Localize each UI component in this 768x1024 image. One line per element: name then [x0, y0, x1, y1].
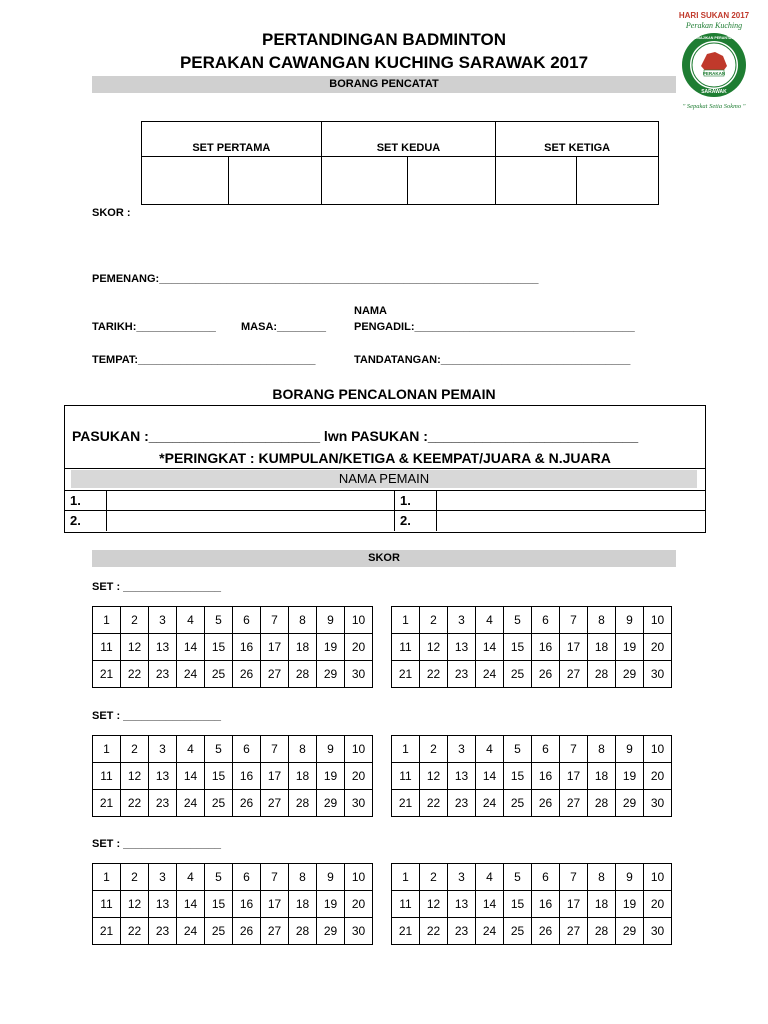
score-cell[interactable]: 22: [420, 790, 448, 817]
score-cell[interactable]: 19: [317, 891, 345, 918]
score-cell[interactable]: 11: [392, 634, 420, 661]
set-label-2[interactable]: SET : ________________: [92, 710, 222, 722]
score-cell[interactable]: 4: [177, 607, 205, 634]
score-cell[interactable]: 24: [476, 661, 504, 688]
score-cell[interactable]: 27: [560, 790, 588, 817]
peringkat-line: *PERINGKAT : KUMPULAN/KETIGA & KEEMPAT/JUARA & N.JUARA: [159, 450, 611, 466]
score-cell[interactable]: 16: [233, 891, 261, 918]
score-cell[interactable]: 22: [121, 918, 149, 945]
score-cell[interactable]: 10: [644, 864, 672, 891]
pasukan-line[interactable]: PASUKAN :______________________ lwn PASUKAN :___________________________: [72, 428, 639, 444]
score-cell[interactable]: 18: [289, 763, 317, 790]
score-cell[interactable]: 28: [588, 790, 616, 817]
score-cell[interactable]: 28: [289, 918, 317, 945]
score-cell[interactable]: 5: [205, 864, 233, 891]
score-cell[interactable]: 11: [93, 763, 121, 790]
score-cell[interactable]: 8: [588, 607, 616, 634]
score-cell[interactable]: 13: [149, 634, 177, 661]
score-cell[interactable]: 20: [345, 634, 373, 661]
score-cell[interactable]: 10: [644, 607, 672, 634]
score-cell[interactable]: 26: [532, 790, 560, 817]
score-cell[interactable]: 23: [149, 790, 177, 817]
player-row-right-2-num: 2.: [395, 511, 437, 531]
score-cell[interactable]: 14: [177, 634, 205, 661]
score-cell[interactable]: 7: [261, 607, 289, 634]
score-grid-set2-right: [391, 735, 672, 817]
score-cell[interactable]: 26: [233, 790, 261, 817]
score-cell[interactable]: 22: [121, 790, 149, 817]
score-cell[interactable]: 25: [504, 661, 532, 688]
score-cell[interactable]: 16: [532, 634, 560, 661]
score-cell[interactable]: 8: [588, 864, 616, 891]
logo-badge-text: PERAKAN: [702, 71, 726, 76]
player-row-left-1-num: 1.: [65, 491, 107, 511]
score-cell[interactable]: 14: [476, 763, 504, 790]
score-cell[interactable]: 20: [345, 891, 373, 918]
set2-score-a[interactable]: [321, 157, 408, 205]
score-cell[interactable]: 9: [317, 607, 345, 634]
score-cell[interactable]: 20: [644, 763, 672, 790]
score-cell[interactable]: 15: [504, 634, 532, 661]
logo-script-text: Perakan Kuching: [685, 21, 743, 30]
set3-score-b[interactable]: [577, 157, 659, 205]
score-cell[interactable]: 30: [644, 790, 672, 817]
score-cell[interactable]: 1: [392, 864, 420, 891]
player-name-left-1[interactable]: [107, 491, 395, 511]
score-grid-set1-right: [391, 606, 672, 688]
score-cell[interactable]: 14: [177, 763, 205, 790]
score-cell[interactable]: 6: [532, 864, 560, 891]
score-cell[interactable]: 20: [644, 891, 672, 918]
set-label-1[interactable]: SET : ________________: [92, 581, 222, 593]
score-cell[interactable]: 14: [476, 891, 504, 918]
score-cell[interactable]: 22: [420, 661, 448, 688]
score-cell[interactable]: 24: [476, 918, 504, 945]
tarikh-field[interactable]: TARIKH:_____________: [92, 321, 216, 333]
logo-motto: " Sepakat Setia Sokmo ": [682, 103, 746, 110]
score-cell[interactable]: 3: [149, 736, 177, 763]
score-cell[interactable]: 26: [233, 661, 261, 688]
score-cell[interactable]: 8: [289, 864, 317, 891]
score-cell[interactable]: 14: [177, 891, 205, 918]
score-cell[interactable]: 18: [588, 891, 616, 918]
score-cell[interactable]: 25: [205, 790, 233, 817]
score-cell[interactable]: 6: [532, 736, 560, 763]
score-cell[interactable]: 11: [93, 891, 121, 918]
score-cell[interactable]: 5: [504, 607, 532, 634]
score-cell[interactable]: 16: [532, 891, 560, 918]
score-cell[interactable]: 2: [121, 607, 149, 634]
score-cell[interactable]: 10: [345, 607, 373, 634]
score-cell[interactable]: 7: [261, 736, 289, 763]
score-cell[interactable]: 18: [588, 634, 616, 661]
score-cell[interactable]: 23: [448, 918, 476, 945]
set2-score-b[interactable]: [408, 157, 496, 205]
score-cell[interactable]: 15: [504, 891, 532, 918]
score-cell[interactable]: 29: [616, 661, 644, 688]
score-grid-set3-left: [92, 863, 373, 945]
score-cell[interactable]: 25: [504, 918, 532, 945]
score-cell[interactable]: 9: [317, 864, 345, 891]
score-cell[interactable]: 2: [121, 864, 149, 891]
score-cell[interactable]: 19: [616, 891, 644, 918]
score-cell[interactable]: 12: [121, 634, 149, 661]
score-cell[interactable]: 17: [261, 763, 289, 790]
score-cell[interactable]: 30: [644, 918, 672, 945]
score-cell[interactable]: 2: [420, 864, 448, 891]
score-cell[interactable]: 17: [560, 891, 588, 918]
score-cell[interactable]: 21: [93, 661, 121, 688]
score-cell[interactable]: 4: [476, 607, 504, 634]
score-cell[interactable]: 5: [504, 864, 532, 891]
score-cell[interactable]: 13: [149, 763, 177, 790]
score-cell[interactable]: 2: [420, 736, 448, 763]
score-cell[interactable]: 24: [177, 918, 205, 945]
score-cell[interactable]: 3: [149, 607, 177, 634]
score-grid-set1-left: [92, 606, 373, 688]
score-cell[interactable]: 21: [93, 918, 121, 945]
player-table: [65, 490, 705, 531]
tandatangan-field[interactable]: TANDATANGAN:_______________________________: [354, 354, 631, 366]
score-cell[interactable]: 3: [448, 607, 476, 634]
score-cell[interactable]: 3: [448, 864, 476, 891]
score-cell[interactable]: 20: [345, 763, 373, 790]
score-cell[interactable]: 1: [93, 607, 121, 634]
score-cell[interactable]: 26: [233, 918, 261, 945]
score-cell[interactable]: 10: [644, 736, 672, 763]
score-cell[interactable]: 24: [476, 790, 504, 817]
score-cell[interactable]: 6: [532, 607, 560, 634]
score-cell[interactable]: 12: [420, 634, 448, 661]
pengadil-field[interactable]: PENGADIL:____________________________________: [354, 321, 635, 333]
nomination-title: BORANG PENCALONAN PEMAIN: [272, 386, 496, 402]
score-cell[interactable]: 6: [233, 607, 261, 634]
score-cell[interactable]: 9: [616, 607, 644, 634]
set3-score-a[interactable]: [496, 157, 577, 205]
player-row-right-1-num: 1.: [395, 491, 437, 511]
score-cell[interactable]: 15: [205, 891, 233, 918]
score-cell[interactable]: 17: [261, 891, 289, 918]
score-cell[interactable]: 7: [261, 864, 289, 891]
player-name-left-2[interactable]: [107, 511, 395, 531]
score-cell[interactable]: 27: [261, 918, 289, 945]
score-cell[interactable]: 25: [504, 790, 532, 817]
score-cell[interactable]: 10: [345, 736, 373, 763]
score-cell[interactable]: 17: [261, 634, 289, 661]
score-cell[interactable]: 18: [289, 634, 317, 661]
score-cell[interactable]: 4: [476, 864, 504, 891]
score-cell[interactable]: 29: [616, 918, 644, 945]
score-cell[interactable]: 9: [616, 864, 644, 891]
score-cell[interactable]: 28: [588, 918, 616, 945]
score-cell[interactable]: 8: [588, 736, 616, 763]
score-cell[interactable]: 6: [233, 736, 261, 763]
score-cell[interactable]: 4: [177, 864, 205, 891]
set1-score-b[interactable]: [228, 157, 321, 205]
score-cell[interactable]: 19: [317, 763, 345, 790]
masa-field[interactable]: MASA:________: [241, 321, 326, 333]
score-cell[interactable]: 15: [205, 634, 233, 661]
score-cell[interactable]: 23: [149, 918, 177, 945]
score-cell[interactable]: 24: [177, 790, 205, 817]
score-cell[interactable]: 28: [588, 661, 616, 688]
score-cell[interactable]: 16: [532, 763, 560, 790]
score-cell[interactable]: 21: [392, 661, 420, 688]
score-cell[interactable]: 1: [93, 864, 121, 891]
score-cell[interactable]: 5: [205, 607, 233, 634]
score-cell[interactable]: 30: [644, 661, 672, 688]
score-cell[interactable]: 24: [177, 661, 205, 688]
score-cell[interactable]: 27: [261, 661, 289, 688]
score-cell[interactable]: 25: [205, 918, 233, 945]
score-cell[interactable]: 28: [289, 661, 317, 688]
score-cell[interactable]: 29: [317, 918, 345, 945]
score-cell[interactable]: 21: [93, 790, 121, 817]
nama-label: NAMA: [354, 305, 387, 317]
skor-section-bar: SKOR: [92, 550, 676, 567]
score-cell[interactable]: 1: [392, 607, 420, 634]
score-cell[interactable]: 7: [560, 736, 588, 763]
score-cell[interactable]: 3: [448, 736, 476, 763]
set-header-3: SET KETIGA: [496, 122, 659, 157]
score-cell[interactable]: 5: [205, 736, 233, 763]
score-grid-set2-left: [92, 735, 373, 817]
page-title-line2: PERAKAN CAWANGAN KUCHING SARAWAK 2017: [179, 53, 589, 72]
score-cell[interactable]: 30: [345, 661, 373, 688]
score-cell[interactable]: 16: [233, 763, 261, 790]
score-cell[interactable]: 27: [261, 790, 289, 817]
score-cell[interactable]: 29: [616, 790, 644, 817]
score-cell[interactable]: 11: [93, 634, 121, 661]
score-cell[interactable]: 11: [392, 891, 420, 918]
score-cell[interactable]: 14: [476, 634, 504, 661]
score-cell[interactable]: 5: [504, 736, 532, 763]
score-cell[interactable]: 18: [588, 763, 616, 790]
score-cell[interactable]: 13: [149, 891, 177, 918]
score-cell[interactable]: 1: [392, 736, 420, 763]
score-cell[interactable]: 21: [392, 790, 420, 817]
score-cell[interactable]: 17: [560, 763, 588, 790]
score-cell[interactable]: 23: [448, 661, 476, 688]
score-cell[interactable]: 12: [121, 891, 149, 918]
score-cell[interactable]: 17: [560, 634, 588, 661]
form-label-bar: BORANG PENCATAT: [92, 76, 676, 93]
score-cell[interactable]: 23: [448, 790, 476, 817]
player-name-right-2[interactable]: [437, 511, 706, 531]
score-cell[interactable]: 20: [644, 634, 672, 661]
score-cell[interactable]: 26: [532, 918, 560, 945]
score-cell[interactable]: 4: [476, 736, 504, 763]
score-cell[interactable]: 27: [560, 918, 588, 945]
score-cell[interactable]: 3: [149, 864, 177, 891]
score-cell[interactable]: 13: [448, 634, 476, 661]
score-cell[interactable]: 4: [177, 736, 205, 763]
score-cell[interactable]: 12: [121, 763, 149, 790]
score-cell[interactable]: 22: [121, 661, 149, 688]
logo-ring-text: PERSATUAN KEBAJIKAN PERANTAUAN MALAYSIA: [671, 36, 757, 40]
pemenang-field[interactable]: PEMENANG:______________________________________________________________: [92, 273, 539, 285]
score-grid-set3-right: [391, 863, 672, 945]
score-cell[interactable]: 13: [448, 891, 476, 918]
nomination-box: [64, 405, 706, 533]
score-cell[interactable]: 9: [616, 736, 644, 763]
score-cell[interactable]: 2: [420, 607, 448, 634]
score-cell[interactable]: 8: [289, 607, 317, 634]
player-row-left-2-num: 2.: [65, 511, 107, 531]
score-cell[interactable]: 30: [345, 790, 373, 817]
score-cell[interactable]: 27: [560, 661, 588, 688]
score-cell[interactable]: 22: [420, 918, 448, 945]
score-cell[interactable]: 30: [345, 918, 373, 945]
score-cell[interactable]: 21: [392, 918, 420, 945]
score-cell[interactable]: 12: [420, 763, 448, 790]
score-cell[interactable]: 25: [205, 661, 233, 688]
score-cell[interactable]: 7: [560, 607, 588, 634]
player-name-right-1[interactable]: [437, 491, 706, 511]
sets-table: [141, 121, 659, 205]
score-cell[interactable]: 11: [392, 763, 420, 790]
score-cell[interactable]: 15: [205, 763, 233, 790]
score-cell[interactable]: 1: [93, 736, 121, 763]
score-cell[interactable]: 23: [149, 661, 177, 688]
logo-top-text: HARI SUKAN 2017: [678, 11, 750, 20]
score-cell[interactable]: 28: [289, 790, 317, 817]
score-cell[interactable]: 29: [317, 661, 345, 688]
tempat-field[interactable]: TEMPAT:_____________________________: [92, 354, 316, 366]
score-cell[interactable]: 12: [420, 891, 448, 918]
score-cell[interactable]: 13: [448, 763, 476, 790]
score-cell[interactable]: 8: [289, 736, 317, 763]
score-cell[interactable]: 26: [532, 661, 560, 688]
page-title-line1: PERTANDINGAN BADMINTON: [262, 30, 506, 49]
score-cell[interactable]: 9: [317, 736, 345, 763]
score-cell[interactable]: 16: [233, 634, 261, 661]
score-cell[interactable]: 29: [317, 790, 345, 817]
set1-score-a[interactable]: [142, 157, 229, 205]
score-cell[interactable]: 10: [345, 864, 373, 891]
score-cell[interactable]: 7: [560, 864, 588, 891]
nama-pemain-header: NAMA PEMAIN: [71, 470, 697, 488]
score-cell[interactable]: 15: [504, 763, 532, 790]
set-header-1: SET PERTAMA: [142, 122, 322, 157]
logo-bottom-text: SARAWAK: [701, 89, 727, 95]
score-cell[interactable]: 2: [121, 736, 149, 763]
set-header-2: SET KEDUA: [321, 122, 496, 157]
score-cell[interactable]: 19: [616, 763, 644, 790]
score-cell[interactable]: 18: [289, 891, 317, 918]
score-cell[interactable]: 6: [233, 864, 261, 891]
set-label-3[interactable]: SET : ________________: [92, 838, 222, 850]
skor-label: SKOR :: [92, 207, 131, 219]
score-cell[interactable]: 19: [616, 634, 644, 661]
score-cell[interactable]: 19: [317, 634, 345, 661]
